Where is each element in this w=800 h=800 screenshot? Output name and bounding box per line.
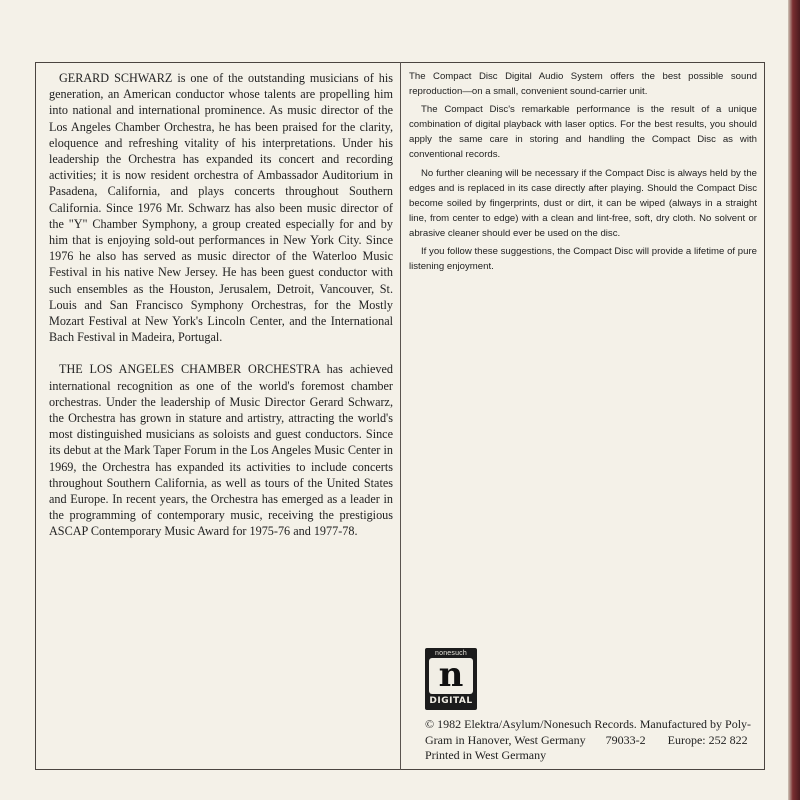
nonesuch-digital-logo bbox=[425, 648, 477, 710]
copyright-notice bbox=[425, 717, 765, 764]
copyright-line-1: © 1982 Elektra/Asylum/Nonesuch Records. Manufactured by Poly- bbox=[425, 717, 752, 731]
schwarz-bio-paragraph: GERARD SCHWARZ is one of the outstanding musicians of his generation, an American conductor whose talents are propelling him into national and international prominence. As music director of the Los Angeles Chamber Orchestra, he has been praised for the clarity, eloquence and refreshing vitality of his interpretations. Under his leadership the Orchestra has expanded its concert and recording activities; it is now resident orchestra of Ambassador Auditorium in Pasadena, California, and plays concerts throughout Southern California. Since 1976 Mr. Schwarz has also been music director of the "Y" Chamber Symphony, a group created especially for and by him that is enjoying sold-out performances in New York City. Since 1976 he also has served as music director of the Waterloo Music Festival in his native New Jersey. He has been guest conductor with such ensembles as the Houston, Jerusalem, Detroit, Vancouver, St. Louis and San Francisco Symphony Orchestras, for the Mostly Mozart Festival at New York's Lincoln Center, and the International Bach Festival in Madeira, Portugal. bbox=[49, 71, 393, 345]
column-divider bbox=[400, 62, 401, 770]
right-column bbox=[409, 69, 757, 277]
cd-cleaning-paragraph: No further cleaning will be necessary if the Compact Disc is always held by the edges and is replaced in its case directly after playing. Should the Compact Disc become soiled by fingerprints, dust or dirt, it can be wiped (always in a straight line, from center to edge) with a clean and lint-free, soft, dry cloth. No solvent or abrasive cleaner should ever be used on the disc. bbox=[409, 167, 757, 239]
logo-top-text: nonesuch bbox=[435, 650, 467, 657]
logo-bottom-text: DIGITAL bbox=[429, 696, 473, 706]
cd-care-paragraph: The Compact Disc's remarkable performance is the result of a unique combination of digital playback with laser optics. For the best results, you should apply the same care in storing and handling the Compact Disc as with conventional records. bbox=[409, 104, 757, 161]
copyright-line-2 bbox=[425, 733, 765, 749]
manufacture-location: Gram in Hanover, West Germany bbox=[425, 732, 586, 747]
catalog-number: 79033-2 bbox=[605, 732, 646, 747]
case-spine-edge bbox=[788, 0, 800, 800]
cd-closing-paragraph: If you follow these suggestions, the Compact Disc will provide a lifetime of pure listening enjoyment. bbox=[409, 246, 757, 273]
left-column bbox=[49, 70, 393, 556]
europe-number: Europe: 252 822 bbox=[667, 732, 748, 747]
cd-intro-paragraph: The Compact Disc Digital Audio System offers the best possible sound reproduction—on a small, convenient sound-carrier unit. bbox=[409, 71, 757, 98]
orchestra-bio-paragraph: THE LOS ANGELES CHAMBER ORCHESTRA has achieved international recognition as one of the world's foremost chamber orchestras. Under the leadership of Music Director Gerard Schwarz, the Orchestra has grown in stature and artistry, attracting the world's most distinguished musicians as soloists and guest conductors. Since its debut at the Mark Taper Forum in the Los Angeles Music Center in 1969, the Orchestra has expanded its activities to include concerts throughout Southern California, as well as tours of the United States and Europe. In recent years, the Orchestra has emerged as a leader in the programming of contemporary music, receiving the prestigious ASCAP Contemporary Music Award for 1975-76 and 1977-78. bbox=[49, 362, 393, 539]
copyright-line-3: Printed in West Germany bbox=[425, 748, 547, 762]
nonesuch-n-icon: n bbox=[429, 658, 473, 694]
